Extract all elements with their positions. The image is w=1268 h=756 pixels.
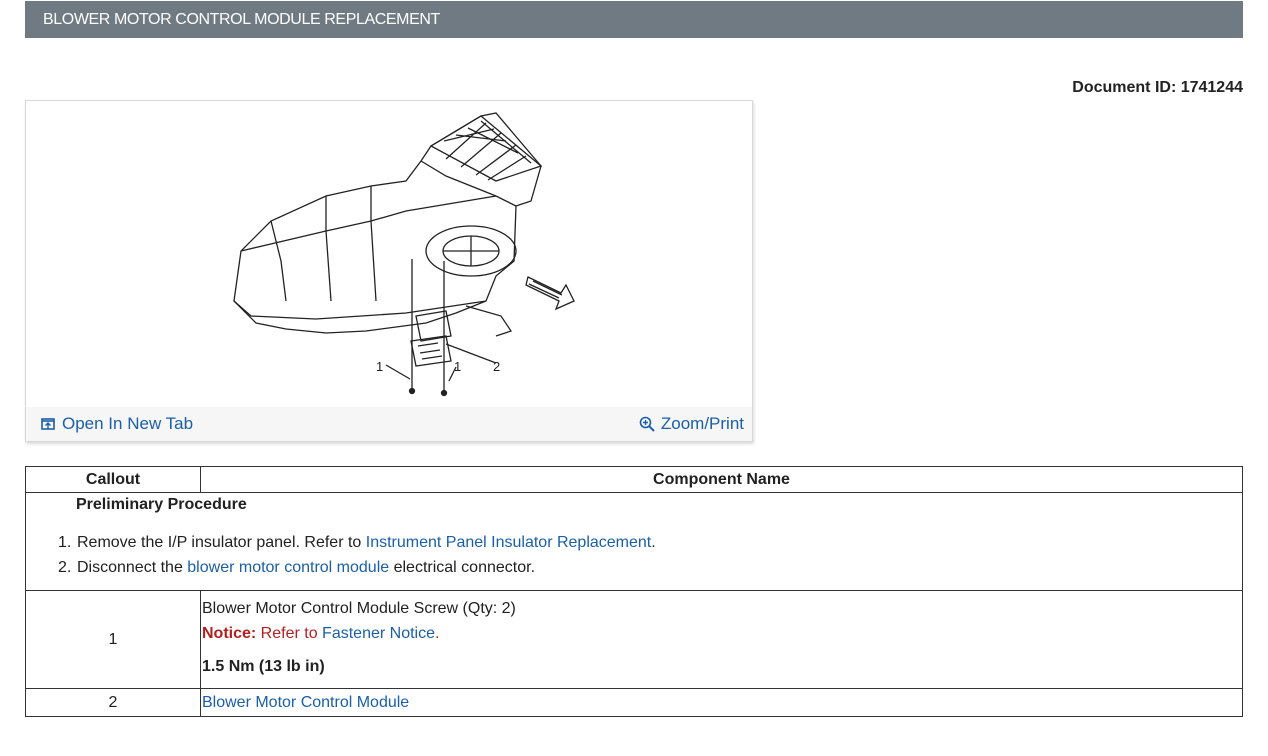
procedure-step <box>26 530 1242 555</box>
step-number: 1. <box>58 534 72 551</box>
fastener-notice-link[interactable]: Fastener Notice <box>322 625 435 642</box>
zoom-print-link[interactable] <box>639 414 744 434</box>
page-title: BLOWER MOTOR CONTROL MODULE REPLACEMENT <box>43 11 440 28</box>
step-text-end: . <box>651 534 656 551</box>
preliminary-procedure-title: Preliminary Procedure <box>76 496 247 513</box>
table-row <box>26 591 1243 689</box>
notice-text-end: . <box>434 625 440 642</box>
procedure-step <box>26 555 1242 580</box>
document-id: Document ID: 1741244 <box>1072 79 1243 96</box>
preliminary-procedure-cell <box>26 493 1243 591</box>
component-name-header: Component Name <box>201 467 1243 493</box>
instrument-panel-insulator-link[interactable]: Instrument Panel Insulator Replacement <box>365 534 652 551</box>
notice-text: Refer to <box>256 625 323 642</box>
page-title-bar <box>25 1 1243 38</box>
callout-1-left: 1 <box>376 359 384 374</box>
component-name: Blower Motor Control Module Screw (Qty: 2) <box>202 600 516 617</box>
table-header-row <box>26 467 1243 493</box>
figure-panel <box>25 100 753 442</box>
callout-cell: 2 <box>26 689 201 717</box>
step-text: Disconnect the <box>77 559 188 576</box>
blower-motor-control-module-link[interactable]: blower motor control module <box>187 559 390 576</box>
component-cell <box>201 591 1243 689</box>
zoom-in-icon <box>639 416 655 432</box>
callout-cell: 1 <box>26 591 201 689</box>
zoom-print-label: Zoom/Print <box>660 414 744 433</box>
notice-label: Notice: <box>202 625 257 642</box>
preliminary-procedure-row <box>26 493 1243 591</box>
blower-motor-control-module-component-link[interactable]: Blower Motor Control Module <box>202 693 410 711</box>
procedure-table <box>25 466 1243 717</box>
step-text: Remove the I/P insulator panel. Refer to <box>77 534 366 551</box>
callout-1-right: 1 <box>454 359 462 374</box>
callout-2: 2 <box>493 359 501 374</box>
step-number: 2. <box>58 559 72 576</box>
open-in-new-tab-label: Open In New Tab <box>62 414 194 433</box>
callout-header: Callout <box>26 467 201 493</box>
notice-line <box>202 621 1241 646</box>
component-cell <box>201 689 1243 717</box>
figure-link-bar <box>26 407 752 441</box>
table-row <box>26 689 1243 717</box>
blower-module-illustration <box>26 101 752 406</box>
open-in-new-tab-link[interactable] <box>40 414 193 434</box>
torque-spec: 1.5 Nm (13 lb in) <box>202 658 325 675</box>
step-text-end: electrical connector. <box>389 559 536 576</box>
open-new-tab-icon <box>40 416 56 432</box>
